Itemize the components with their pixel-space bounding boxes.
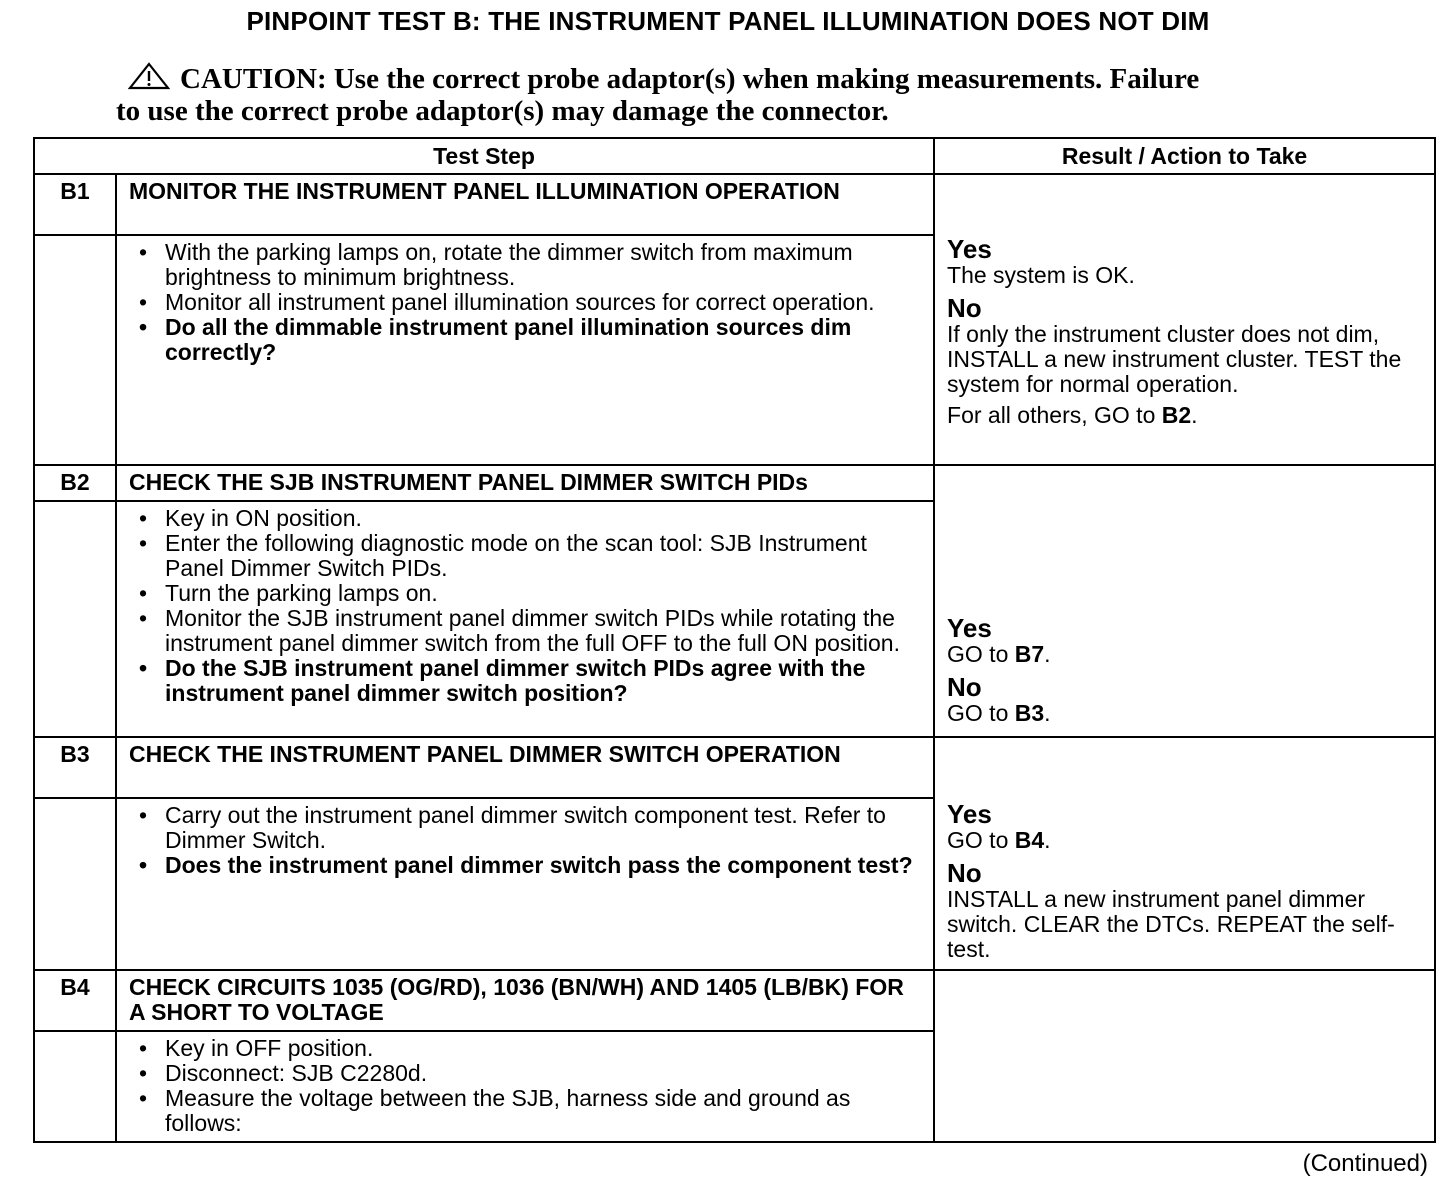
pinpoint-test-table [33,137,1436,1143]
step-id-b3: B3 [34,737,116,798]
list-item: • With the parking lamps on, rotate the dimmer switch from maximum brightness to minimum brightness. [129,240,921,290]
b3-yes-text: GO to B4. [947,827,1051,853]
b2-ref-b3: B3 [1014,700,1045,726]
step-b4-heading-row [34,970,1435,1031]
list-item: • Enter the following diagnostic mode on the scan tool: SJB Instrument Panel Dimmer Switch PIDs. [129,531,921,581]
step-b4-heading: CHECK CIRCUITS 1035 (OG/RD), 1036 (BN/WH) AND 1405 (LB/BK) FOR A SHORT TO VOLTAGE [116,970,934,1031]
b2-no-label: No [947,672,982,702]
step-b2-body [116,501,934,737]
b2-no-text: GO to B3. [947,700,1051,726]
caution-note [116,62,1346,127]
b3-no-text: INSTALL a new instrument panel dimmer switch. CLEAR the DTCs. REPEAT the self-test. [947,886,1395,962]
step-b1-heading-row [34,174,1435,235]
step-b2-heading-row [34,465,1435,501]
b1-ref-b2: B2 [1161,402,1192,428]
list-item: • Measure the voltage between the SJB, harness side and ground as follows: [129,1086,921,1136]
b3-ref-b4: B4 [1014,827,1045,853]
step-b3-heading: CHECK THE INSTRUMENT PANEL DIMMER SWITCH OPERATION [116,737,934,798]
step-b2-result [934,465,1435,737]
step-b1-question: • Do all the dimmable instrument panel illumination sources dim correctly? [129,315,921,365]
list-item: • Monitor all instrument panel illumination sources for correct operation. [129,290,921,315]
step-id-b4: B4 [34,970,116,1031]
b1-no-text: If only the instrument cluster does not dim, INSTALL a new instrument cluster. TEST the system for normal operation. [947,321,1402,397]
header-result-action: Result / Action to Take [934,138,1435,174]
step-b1-body [116,235,934,465]
b1-yes-label: Yes [947,234,992,264]
list-item: • Key in ON position. [129,506,921,531]
step-b3-body [116,798,934,970]
header-test-step: Test Step [34,138,934,174]
b2-yes-text: GO to B7. [947,641,1051,667]
b3-yes-label: Yes [947,799,992,829]
step-b2-question: • Do the SJB instrument panel dimmer switch PIDs agree with the instrument panel dimmer switch position? [129,656,921,706]
step-b2-heading: CHECK THE SJB INSTRUMENT PANEL DIMMER SWITCH PIDs [116,465,934,501]
list-item: • Carry out the instrument panel dimmer switch component test. Refer to Dimmer Switch. [129,803,921,853]
b2-ref-b7: B7 [1014,641,1045,667]
list-item: • Key in OFF position. [129,1036,921,1061]
b3-no-label: No [947,858,982,888]
step-b1-result [934,174,1435,465]
step-b3-question: • Does the instrument panel dimmer switch pass the component test? [129,853,921,878]
table-header-row [34,138,1435,174]
step-id-b2: B2 [34,465,116,501]
list-item: • Disconnect: SJB C2280d. [129,1061,921,1086]
step-b3-result [934,737,1435,970]
continued-note: (Continued) [1302,1150,1428,1177]
b1-no-label: No [947,293,982,323]
caution-line-1: CAUTION: Use the correct probe adaptor(s) when making measurements. Failure [180,63,1200,95]
page-title: PINPOINT TEST B: THE INSTRUMENT PANEL ILLUMINATION DOES NOT DIM [246,6,1210,36]
list-item: • Monitor the SJB instrument panel dimmer switch PIDs while rotating the instrument panel dimmer switch from the full OFF to the full ON position. [129,606,921,656]
list-item: • Turn the parking lamps on. [129,581,921,606]
step-id-b1: B1 [34,174,116,235]
step-b1-heading: MONITOR THE INSTRUMENT PANEL ILLUMINATION OPERATION [116,174,934,235]
step-b4-result [934,970,1435,1142]
warning-triangle-icon [128,62,170,90]
b2-yes-label: Yes [947,613,992,643]
b1-no-text-2: For all others, GO to B2. [947,402,1198,428]
step-b4-body [116,1031,934,1142]
caution-line-2: to use the correct probe adaptor(s) may damage the connector. [116,95,889,127]
step-b3-heading-row [34,737,1435,798]
b1-yes-text: The system is OK. [947,262,1135,288]
